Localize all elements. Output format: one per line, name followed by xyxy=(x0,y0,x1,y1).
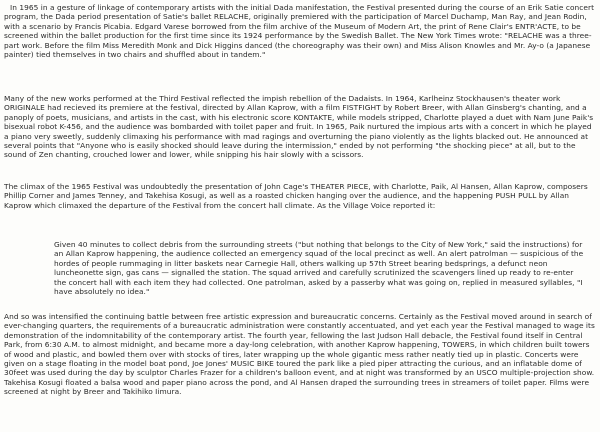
paragraph-theater-piece: The climax of the 1965 Festival was undoubtedly the presentation of John Cage's THEATER PIECE, with Charlotte, Paik, Al Hansen, Allan Kaprow, composers Phillip Corner and James Tenney, and Takehisa Kosugi, as well as a roasted chicken hanging over the audience, and the happening PUSH PULL by Allan Kaprow which climaxed the departure of the Festival from the concert hall climate. As the Village Voice reported it: xyxy=(4,182,588,210)
paragraph-third-festival: Many of the new works performed at the Third Festival reflected the impish rebellion of the Dadaists. In 1964, Karlheinz Stockhausen's theater work ORIGINALE had recieved its premiere at the festival, directed by Allan Kaprow, with a film FISTFIGHT by Robert Breer, with Allan Ginsberg's chanting, and a panoply of poets, musicians, and artists in the cast, with his electronic score KONTAKTE, while models stripped, Charlotte played a duet with Nam June Paik's bisexual robot K-456, and the audience was bombarded with toilet paper and fruit. In 1965, Paik nurtured the impious arts with a concert in which he played a piano very sweetly, suddenly climaxing his performance with mad ragings and overturning the piano violently as the lights blacked out. He announced at several points that "Anyone who is easily shocked should leave during the intermission," ended by not performing "the shocking piece" at all, but to the sound of Zen chanting, crouched lower and lower, while snipping his hair slowly with a scissors. xyxy=(4,94,594,160)
village-voice-quote: Given 40 minutes to collect debris from the surrounding streets ("but nothing that belongs to the City of New York," said the instructions) for an Allan Kaprow happening, the audience collected an emergency squad of the local precinct as well. An alert patrolman — suspicious of the hordes of people rummaging in litter baskets near Carnegie Hall, others walking up 57th Street bearing bedsprings, a defunct neon luncheonette sign, gas cans — signalled the station. The squad arrived and carefully scrutinized the scavengers lined up ready to re-enter the concert hall with each item they had collected. One patrolman, asked by a passerby what was going on, replied in measured syllables, "I have absolutely no idea." xyxy=(54,240,584,297)
paragraph-relache: In 1965 in a gesture of linkage of contemporary artists with the initial Dada manifestation, the Festival presented during the course of an Erik Satie concert program, the Dada period presentation of Satie's ballet RELACHE, originally premiered with the participation of Marcel Duchamp, Man Ray, and Jean Rodin, with a scenario by Francis Picabia. Edgard Varese borrowed from the film archive of the Museum of Modern Art, the print of Rene Clair's ENTR'ACTE, to be screened within the ballet production for the first time since its 1924 performance by the Swedish Ballet. The New York Times wrote: "RELACHE was a three-part work. Before the film Miss Meredith Monk and Dick Higgins danced (the choreography was their own) and Miss Alison Knowles and Mr. Ay-o (a Japanese painter) tied themselves in two chairs and shuffled about in tandem." xyxy=(4,3,595,60)
paragraph-central-park: And so was intensified the continuing battle between free artistic expression and bureaucratic concerns. Certainly as the Festival moved around in search of ever-changing quarters, the requirements of a bureaucratic administration were constantly accentuated, and yet each year the Festival managed to wage its demonstration of the indomnitability of the contemporary artist. The fourth year, fellowing the last Judson Hall debacle, the Festival found itself in Central Park, from 6:30 A.M. to almost midnight, and became more a day-long celebration, with another Kaprow happening, TOWERS, in which children built towers of wood and plastic, and bowled them over with stocks of tires, later wrapping up the whole gigantic mess rather neatly tied up in plastic. Concerts were given on a stage floating in the model boat pond, Joe Jones' MUSIC BIKE toured the park like a pied piper attracting the curious, and an inflatable dome of 30feet was used during the day by sculptor Charles Frazer for a children's balloon event, and at night was transformed by an USCO multiple-projection show. Takehisa Kosugi floated a balsa wood and paper piano across the pond, and Al Hansen draped the surrounding trees in streamers of toilet paper. Films were screened at night by Breer and Takihiko Iimura. xyxy=(4,312,595,397)
